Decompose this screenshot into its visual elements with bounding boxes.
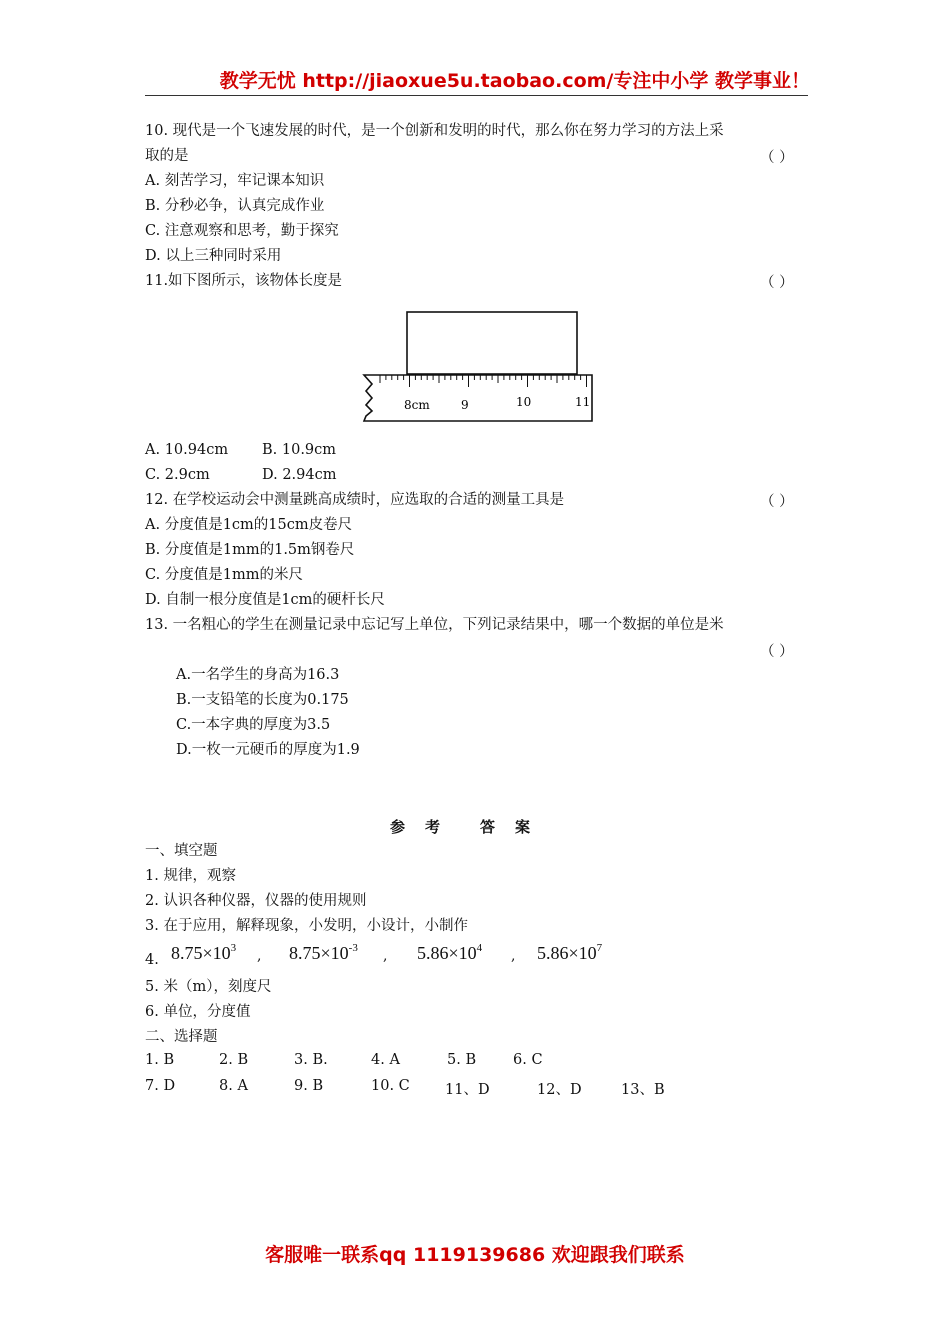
answers-title <box>390 816 550 837</box>
choice-answer: 4. A <box>371 1052 400 1068</box>
q11-stem: 11.如下图所示，该物体长度是 <box>145 273 343 289</box>
q13-stem: 13. 一名粗心的学生在测量记录中忘记写上单位，下列记录结果中，哪一个数据的单位是米 <box>145 617 724 633</box>
answers-title-char: 答 <box>480 818 496 836</box>
q10-option-b: B. 分秒必争，认真完成作业 <box>145 198 325 214</box>
choice-answer: 1. B <box>145 1052 175 1068</box>
sci-value-3 <box>417 942 482 964</box>
ruler-ticks <box>380 375 587 387</box>
choice-answer: 9. B <box>294 1078 324 1094</box>
answer-fill-3: 3. 在于应用，解释现象，小发明，小设计，小制作 <box>145 918 468 934</box>
q13-option-d: D.一枚一元硬币的厚度为1.9 <box>176 742 360 758</box>
q13-option-c: C.一本字典的厚度为3.5 <box>176 717 331 733</box>
choice-answer: 7. D <box>145 1078 176 1094</box>
sci-exponent: 7 <box>596 942 603 954</box>
q12-answer-blank: （ ） <box>760 494 794 510</box>
q12-stem: 12. 在学校运动会中测量跳高成绩时，应选取的合适的测量工具是 <box>145 492 565 508</box>
ruler-figure <box>358 308 598 432</box>
ruler-label-11: 11 <box>575 395 591 409</box>
q13-answer-blank: （ ） <box>760 644 794 660</box>
q11-answer-blank: （ ） <box>760 275 794 291</box>
sci-value-4 <box>537 942 602 964</box>
answers-section-fill: 一、填空题 <box>145 843 218 859</box>
footer-contact: 客服唯一联系qq 1119139686 欢迎跟我们联系 <box>265 1244 685 1266</box>
sci-exponent: -3 <box>348 942 358 954</box>
q12-option-b: B. 分度值是1mm的1.5m钢卷尺 <box>145 542 355 558</box>
answers-title-char: 考 <box>425 818 441 836</box>
q11-option-c: C. 2.9cm <box>145 467 210 483</box>
sci-value-2 <box>289 942 358 964</box>
choice-answer: 12、D <box>537 1082 582 1098</box>
ruler-label-8cm: 8cm <box>404 398 430 412</box>
answer-fill-1: 1. 规律，观察 <box>145 868 236 884</box>
answer-fill-2: 2. 认识各种仪器，仪器的使用规则 <box>145 893 367 909</box>
choice-answer: 5. B <box>447 1052 477 1068</box>
q10-stem-line1: 10. 现代是一个飞速发展的时代，是一个创新和发明的时代，那么你在努力学习的方法上采 <box>145 123 724 139</box>
q12-option-a: A. 分度值是1cm的15cm皮卷尺 <box>145 517 353 533</box>
q10-answer-blank: （ ） <box>760 150 794 166</box>
sci-separator: , <box>257 948 262 964</box>
q11-option-b: B. 10.9cm <box>262 442 337 458</box>
ruler-diagram <box>358 308 598 428</box>
choice-answer: 8. A <box>219 1078 248 1094</box>
sci-base: 5.86×10 <box>417 943 477 963</box>
q13-option-b: B.一支铅笔的长度为0.175 <box>176 692 349 708</box>
choice-answer: 13、B <box>621 1082 665 1098</box>
header-divider <box>145 95 808 96</box>
header-banner: 教学无忧 http://jiaoxue5u.taobao.com/专注中小学 教学事业！ <box>219 70 810 92</box>
choice-answer: 6. C <box>513 1052 543 1068</box>
q12-option-d: D. 自制一根分度值是1cm的硬杆长尺 <box>145 592 385 608</box>
choice-answer: 10. C <box>371 1078 410 1094</box>
sci-base: 5.86×10 <box>537 943 597 963</box>
ruler-label-9: 9 <box>461 398 469 412</box>
ruler-label-10: 10 <box>516 395 532 409</box>
q10-option-c: C. 注意观察和思考，勤于探究 <box>145 223 339 239</box>
answers-section-choice: 二、选择题 <box>145 1029 218 1045</box>
sci-exponent: 4 <box>476 942 483 954</box>
answers-title-char: 案 <box>515 818 531 836</box>
answer-fill-4-label: 4. <box>145 952 159 968</box>
choice-answer: 11、D <box>445 1082 490 1098</box>
q10-stem-line2: 取的是 <box>145 148 189 164</box>
answers-title-char: 参 <box>390 818 406 836</box>
choice-answer: 3. B. <box>294 1052 328 1068</box>
sci-separator: , <box>383 948 388 964</box>
answer-fill-6: 6. 单位，分度值 <box>145 1004 251 1020</box>
q12-option-c: C. 分度值是1mm的米尺 <box>145 567 304 583</box>
sci-separator: , <box>511 948 516 964</box>
measured-object <box>407 312 577 374</box>
ruler-body <box>364 375 592 421</box>
q11-option-d: D. 2.94cm <box>262 467 337 483</box>
q10-option-a: A. 刻苦学习，牢记课本知识 <box>145 173 325 189</box>
q10-option-d: D. 以上三种同时采用 <box>145 248 282 264</box>
answer-fill-5: 5. 米（m），刻度尺 <box>145 979 272 995</box>
sci-value-1 <box>171 942 236 964</box>
sci-base: 8.75×10 <box>289 943 349 963</box>
choice-answer: 2. B <box>219 1052 249 1068</box>
q13-option-a: A.一名学生的身高为16.3 <box>176 667 340 683</box>
q11-option-a: A. 10.94cm <box>145 442 229 458</box>
sci-exponent: 3 <box>230 942 237 954</box>
sci-base: 8.75×10 <box>171 943 231 963</box>
